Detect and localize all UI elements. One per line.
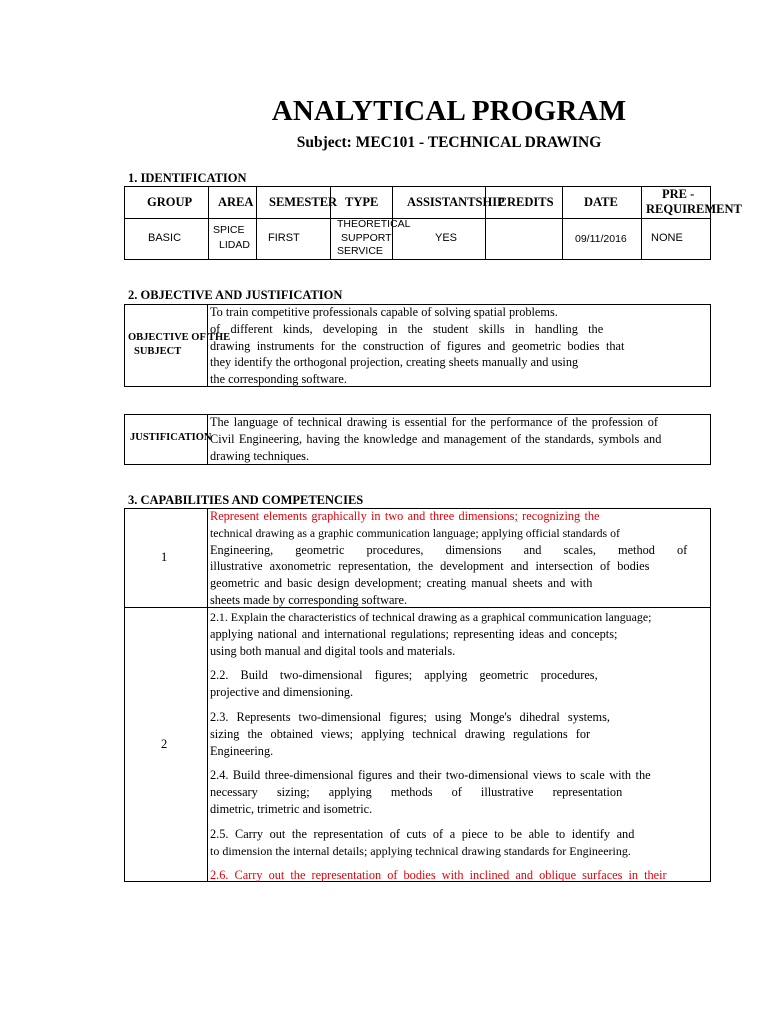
competency-1-line: sheets made by corresponding software. [210, 592, 408, 607]
item-line: sizing the obtained views; applying technical drawing regulations for [210, 726, 591, 741]
competency-1-line: technical drawing as a graphic communication language; applying official standards of [210, 525, 620, 540]
cell-type-line2: SUPPORT [341, 232, 392, 244]
cell-area-line1: SPICE [213, 224, 245, 236]
section-heading-capabilities: 3. CAPABILITIES AND COMPETENCIES [128, 493, 364, 507]
justification-text [210, 414, 718, 464]
item-line: using both manual and digital tools and materials. [210, 643, 456, 658]
competency-1-line: Engineering, geometric procedures, dimensions and scales, method of [210, 542, 688, 557]
item-line: 2.5. Carry out the representation of cuts of a piece to be able to identify and [210, 826, 635, 841]
competency-2-text [210, 609, 704, 884]
item-line-highlight: 2.6. Carry out the representation of bodies with inclined and oblique surfaces in their [210, 868, 667, 883]
item-line: Engineering. [210, 743, 274, 758]
competency-2-item-5 [210, 826, 704, 860]
cell-type-line3: SERVICE [337, 245, 383, 257]
justification-line: Civil Engineering, having the knowledge and management of the standards, symbols and [210, 431, 662, 446]
col-area: AREA [218, 195, 254, 209]
item-line: 2.3. Represents two-dimensional figures; using Monge's dihedral systems, [210, 709, 610, 724]
objective-text [210, 304, 662, 388]
competency-2-item-2 [210, 667, 704, 701]
col-assistantship: ASSISTANTSHIP [407, 195, 505, 209]
cell-type-line1: THEORETICAL [337, 218, 411, 230]
cell-area-line2: LIDAD [219, 239, 250, 251]
section-heading-identification: 1. IDENTIFICATION [128, 171, 247, 185]
competency-1-highlight: Represent elements graphically in two and three dimensions; recognizing the [210, 509, 600, 523]
item-line: necessary sizing; applying methods of illustrative representation [210, 785, 623, 800]
cell-semester: FIRST [268, 232, 300, 244]
competency-2-item-6 [210, 867, 704, 884]
item-line: 2.1. Explain the characteristics of technical drawing as a graphical communication language; [210, 610, 652, 624]
competency-1-line: illustrative axonometric representation, the development and intersection of bodies [210, 559, 650, 574]
competency-1-text [210, 508, 704, 609]
col-date: DATE [584, 195, 618, 209]
section-heading-objective: 2. OBJECTIVE AND JUSTIFICATION [128, 288, 343, 302]
objective-label-line2: SUBJECT [134, 346, 182, 357]
justification-table [124, 414, 711, 465]
item-line: dimetric, trimetric and isometric. [210, 801, 373, 816]
item-line: 2.2. Build two-dimensional figures; applying geometric procedures, [210, 668, 598, 683]
justification-label: JUSTIFICATION [130, 432, 212, 443]
page-title: ANALYTICAL PROGRAM [271, 95, 627, 127]
objective-line: of different kinds, developing in the student skills in handling the [210, 321, 604, 336]
cell-group: BASIC [148, 232, 182, 244]
objective-line: To train competitive professionals capable of solving spatial problems. [210, 305, 558, 319]
cell-date: 09/11/2016 [575, 233, 627, 245]
objective-table [124, 304, 711, 387]
objective-line: they identify the orthogonal projection, creating sheets manually and using [210, 355, 579, 370]
competency-2-item-4 [210, 767, 704, 817]
justification-line: The language of technical drawing is essential for the performance of the profession of [210, 415, 658, 429]
item-line: projective and dimensioning. [210, 685, 354, 700]
item-line: 2.4. Build three-dimensional figures and their two-dimensional views to scale with the [210, 768, 651, 783]
item-line: to dimension the internal details; applying technical drawing standards for Engineering. [210, 843, 631, 858]
col-group: GROUP [147, 195, 193, 209]
col-prerequisite-line2: REQUIREMENT [646, 202, 742, 216]
page-subtitle: Subject: MEC101 - TECHNICAL DRAWING [296, 134, 602, 151]
cell-prerequisite: NONE [651, 232, 683, 244]
col-credits: CREDITS [498, 195, 554, 209]
objective-line: drawing instruments for the construction of figures and geometric bodies that [210, 338, 625, 353]
competency-number-2: 2 [161, 737, 168, 751]
capabilities-table [124, 508, 711, 882]
col-type: TYPE [345, 195, 379, 209]
col-semester: SEMESTER [269, 195, 338, 209]
identification-table [124, 186, 742, 260]
objective-label-line1: OBJECTIVE OF THE [128, 332, 231, 343]
justification-line: drawing techniques. [210, 448, 310, 463]
competency-1-line: geometric and basic design development; creating manual sheets and with [210, 576, 593, 591]
cell-assistantship: YES [435, 232, 458, 244]
competency-2-item-1 [210, 609, 704, 659]
competency-number-1: 1 [161, 550, 168, 564]
competency-2-item-3 [210, 709, 704, 759]
item-line: applying national and international regulations; representing ideas and concepts; [210, 626, 618, 641]
col-prerequisite-line1: PRE - [662, 187, 695, 201]
objective-line: the corresponding software. [210, 372, 347, 387]
